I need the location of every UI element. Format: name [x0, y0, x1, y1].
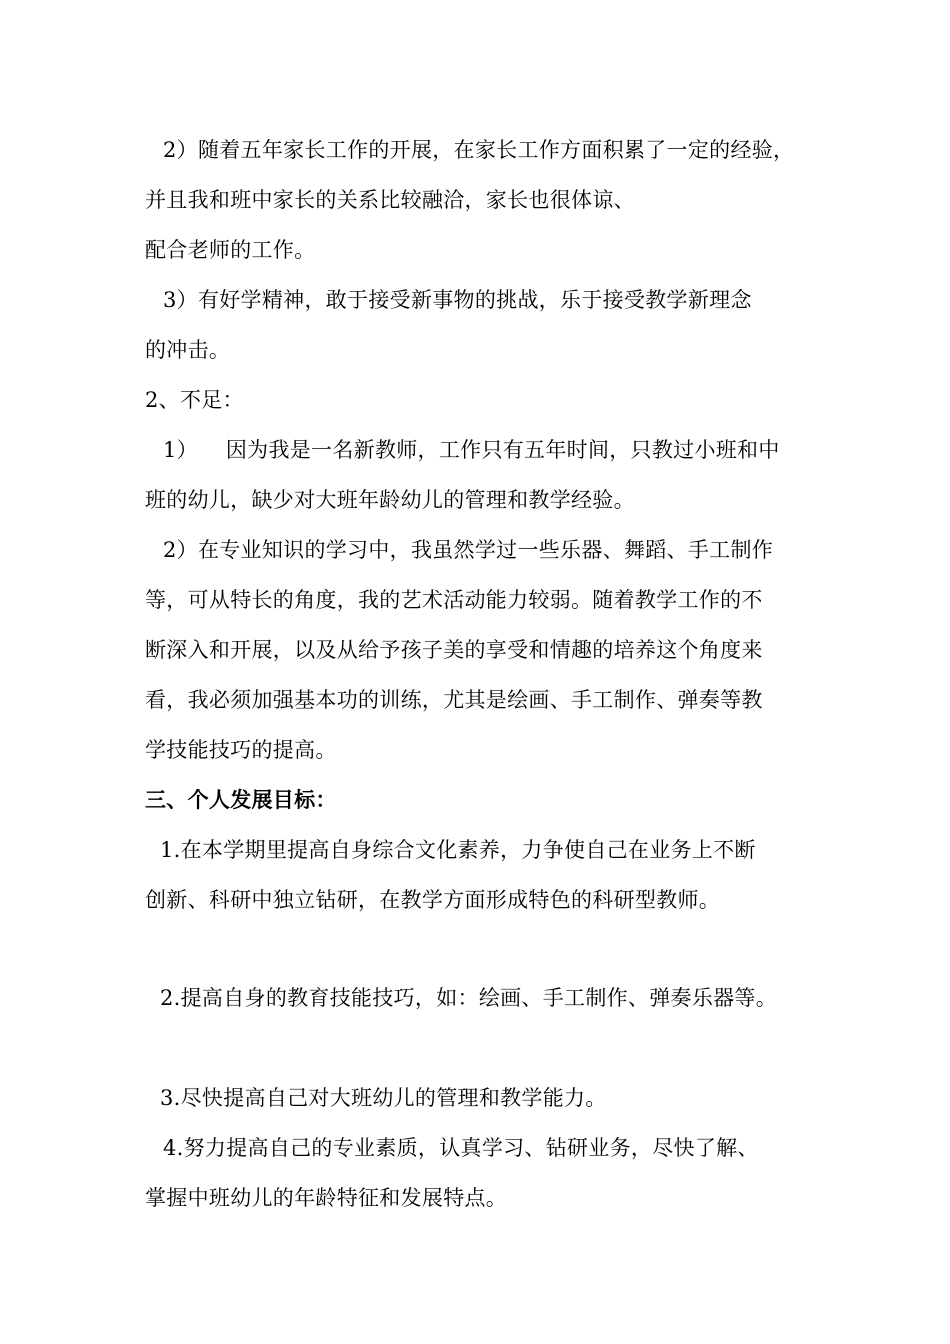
paragraph-line: 的冲击。 [145, 338, 231, 362]
section-heading: 三、个人发展目标： [145, 788, 337, 812]
paragraph-line: 3）有好学精神，敢于接受新事物的挑战，乐于接受教学新理念 [163, 288, 752, 312]
goal-line: 1.在本学期里提高自身综合文化素养，力争使自己在业务上不断 [160, 838, 756, 862]
paragraph-line: 班的幼儿，缺少对大班年龄幼儿的管理和教学经验。 [145, 488, 635, 512]
section-subheading: 2、不足： [145, 388, 244, 412]
paragraph-line: 1） 因为我是一名新教师，工作只有五年时间，只教过小班和中 [163, 438, 780, 462]
goal-line: 掌握中班幼儿的年龄特征和发展特点。 [145, 1186, 508, 1210]
paragraph-line: 等，可从特长的角度，我的艺术活动能力较弱。随着教学工作的不 [145, 588, 763, 612]
paragraph-line: 2）随着五年家长工作的开展，在家长工作方面积累了一定的经验， [163, 138, 795, 162]
goal-line: 2.提高自身的教育技能技巧，如：绘画、手工制作、弹奏乐器等。 [160, 986, 778, 1010]
paragraph-line: 并且我和班中家长的关系比较融洽，家长也很体谅、 [145, 188, 635, 212]
paragraph-line: 断深入和开展，以及从给予孩子美的享受和情趣的培养这个角度来 [145, 638, 763, 662]
paragraph-line: 配合老师的工作。 [145, 238, 316, 262]
paragraph-line: 看，我必须加强基本功的训练，尤其是绘画、手工制作、弹奏等教 [145, 688, 763, 712]
goal-line: 3.尽快提高自己对大班幼儿的管理和教学能力。 [160, 1086, 607, 1110]
paragraph-line: 2）在专业知识的学习中，我虽然学过一些乐器、舞蹈、手工制作 [163, 538, 774, 562]
goal-line: 创新、科研中独立钻研，在教学方面形成特色的科研型教师。 [145, 888, 721, 912]
paragraph-line: 学技能技巧的提高。 [145, 738, 337, 762]
goal-line: 4.努力提高自己的专业素质，认真学习、钻研业务，尽快了解、 [163, 1136, 759, 1160]
